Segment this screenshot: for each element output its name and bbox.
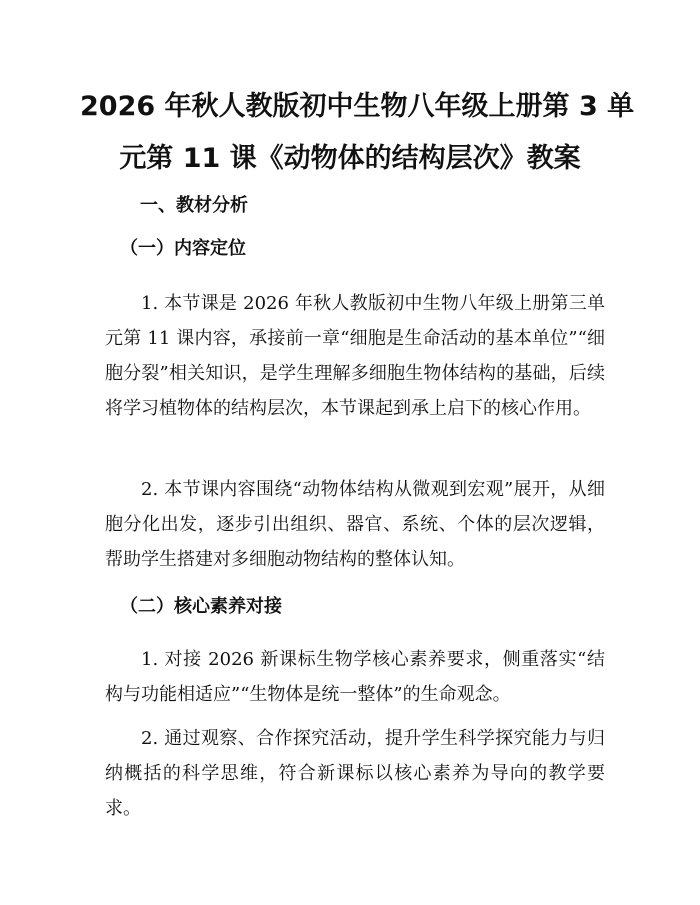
paragraph-core-literacy-2: 2. 通过观察、合作探究活动，提升学生科学探究能力与归纳概括的科学思维，符合新课标以核心素养为导向的教学要求。	[105, 728, 605, 819]
document-title-line-1: 2026 年秋人教版初中生物八年级上册第 3 单	[80, 91, 635, 122]
paragraph-content-positioning-1: 1. 本节课是 2026 年秋人教版初中生物八年级上册第三单元第 11 课内容，承接前一章“细胞是生命活动的基本单位”“细胞分裂”相关知识，是学生理解多细胞生物体结构的基础，后续将学习植物体的结构层次，本节课起到承上启下的核心作用。	[105, 293, 605, 419]
subsection-heading-core-literacy: （二）核心素养对接	[120, 596, 282, 617]
paragraph-core-literacy-1: 1. 对接 2026 新课标生物学核心素养要求，侧重落实“结构与功能相适应”“生物体是统一整体”的生命观念。	[105, 649, 605, 705]
paragraph-content-positioning-2: 2. 本节课内容围绕“动物体结构从微观到宏观”展开，从细胞分化出发，逐步引出组织、器官、系统、个体的层次逻辑，帮助学生搭建对多细胞动物结构的整体认知。	[105, 479, 605, 570]
section-heading-textbook-analysis: 一、教材分析	[140, 195, 248, 216]
subsection-heading-content-positioning: （一）内容定位	[120, 238, 246, 259]
document-title-line-2: 元第 11 课《动物体的结构层次》教案	[119, 143, 581, 174]
